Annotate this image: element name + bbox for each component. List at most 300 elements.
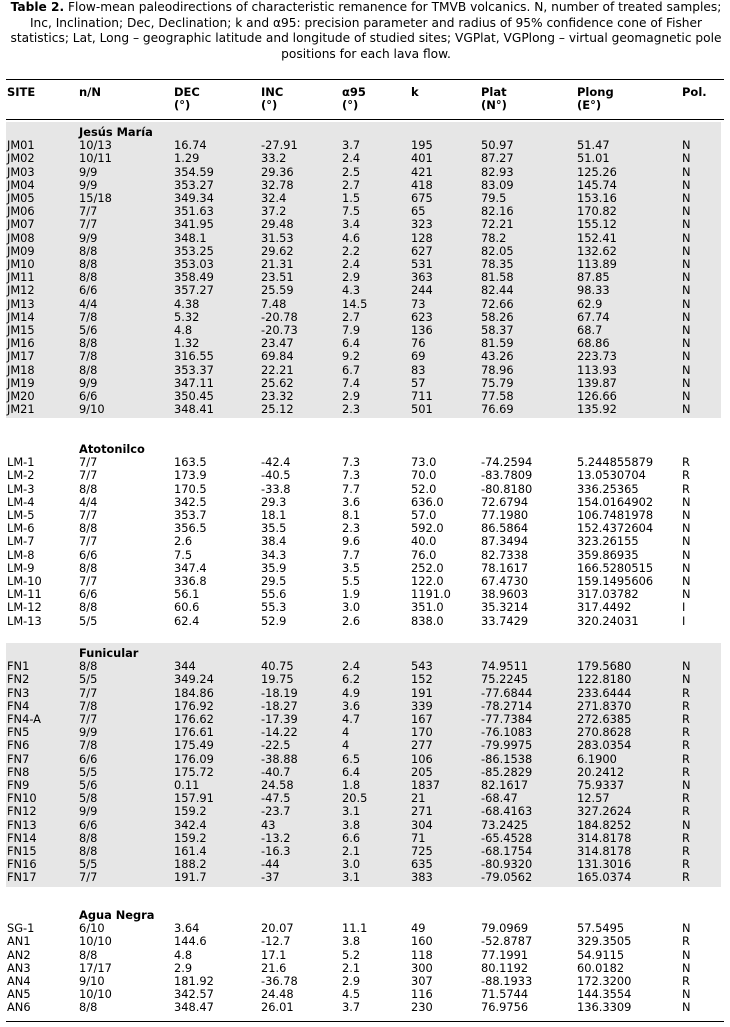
table-cell: FN12 — [7, 804, 37, 819]
table-cell: 342.57 — [174, 987, 214, 1002]
table-cell: JM10 — [7, 257, 35, 271]
table-cell: 49 — [411, 921, 426, 936]
table-cell: 9.2 — [342, 349, 361, 364]
table-cell: N — [682, 987, 691, 1002]
table-cell: R — [682, 738, 690, 753]
table-cell: 80.1192 — [481, 960, 529, 975]
table-row — [0, 469, 730, 482]
table-cell: 8/8 — [79, 362, 98, 377]
table-cell: 37.2 — [261, 204, 287, 219]
table-cell: 32.78 — [261, 177, 294, 192]
table-cell: R — [682, 481, 690, 496]
table-cell: 113.89 — [577, 257, 617, 271]
table-cell: 1.9 — [342, 587, 361, 602]
table-cell: 4/4 — [79, 296, 98, 311]
table-cell: R — [682, 934, 690, 949]
table-cell: 5/6 — [79, 778, 98, 792]
table-cell: 21.6 — [261, 960, 287, 975]
table-cell: 10/13 — [79, 138, 112, 153]
table-cell: 1.32 — [174, 336, 200, 351]
table-cell: -76.1083 — [481, 725, 533, 740]
table-row — [0, 832, 730, 845]
table-cell: 173.9 — [174, 468, 207, 483]
table-cell: 6/6 — [79, 817, 98, 832]
table-row — [0, 660, 730, 673]
table-row — [0, 456, 730, 469]
table-cell: 157.91 — [174, 791, 214, 806]
table-cell: 205 — [411, 764, 433, 779]
table-cell: 62.4 — [174, 613, 200, 628]
table-cell: 7.5 — [174, 547, 193, 562]
table-cell: 353.37 — [174, 362, 214, 377]
table-cell: 160 — [411, 934, 433, 949]
table-cell: 6.4 — [342, 764, 361, 779]
table-cell: 181.92 — [174, 974, 214, 988]
table-row — [0, 753, 730, 766]
table-cell: JM12 — [7, 283, 35, 298]
table-cell: N — [682, 204, 691, 219]
table-cell: 2.3 — [342, 521, 361, 536]
table-cell: LM-8 — [7, 547, 35, 562]
table-cell: N — [682, 151, 691, 166]
table-cell: 71 — [411, 830, 426, 845]
table-cell: 1837 — [411, 778, 440, 792]
column-header: Plat — [481, 85, 507, 99]
table-cell: 153.16 — [577, 191, 617, 205]
table-cell: 68.86 — [577, 336, 610, 351]
table-cell: 6.7 — [342, 362, 361, 377]
table-cell: 18.1 — [261, 508, 287, 522]
table-cell: -44 — [261, 857, 280, 872]
table-cell: 5/6 — [79, 323, 98, 337]
table-cell: 159.2 — [174, 830, 207, 845]
table-cell: 24.48 — [261, 987, 294, 1002]
table-cell: 176.61 — [174, 725, 214, 740]
table-cell: R — [682, 974, 690, 988]
table-cell: -77.7384 — [481, 712, 533, 726]
table-cell: R — [682, 870, 690, 885]
table-cell: -79.0562 — [481, 870, 533, 885]
table-cell: 26.01 — [261, 1000, 294, 1015]
table-cell: 106.7481978 — [577, 508, 654, 522]
table-cell: 314.8178 — [577, 844, 632, 858]
table-cell: 10/11 — [79, 151, 112, 166]
table-cell: 4/4 — [79, 494, 98, 509]
table-cell: 543 — [411, 659, 433, 674]
table-cell: -88.1933 — [481, 974, 533, 988]
table-cell: 4.7 — [342, 712, 361, 726]
table-row — [0, 218, 730, 231]
table-cell: JM14 — [7, 309, 35, 324]
table-cell: N — [682, 508, 691, 522]
table-cell: 327.2624 — [577, 804, 632, 819]
table-cell: 7/7 — [79, 468, 98, 483]
table-cell: 86.5864 — [481, 521, 529, 536]
table-cell: 113.93 — [577, 362, 617, 377]
table-cell: 76.0 — [411, 547, 437, 562]
table-row — [0, 922, 730, 935]
top-rule — [6, 79, 724, 80]
table-row — [0, 364, 730, 377]
table-cell: -68.47 — [481, 791, 518, 806]
table-row — [0, 871, 730, 884]
table-cell: 83.09 — [481, 177, 514, 192]
table-cell: -68.4163 — [481, 804, 533, 819]
table-cell: 51.01 — [577, 151, 610, 166]
table-cell: 43.26 — [481, 349, 514, 364]
table-cell: 122.0 — [411, 574, 444, 588]
table-cell: N — [682, 1000, 691, 1015]
table-cell: 6.1900 — [577, 751, 617, 766]
table-cell: 106 — [411, 751, 433, 766]
table-cell: 159.2 — [174, 804, 207, 819]
table-cell: 51.47 — [577, 138, 610, 153]
table-cell: 7/7 — [79, 534, 98, 549]
table-cell: 7/8 — [79, 349, 98, 364]
table-cell: 58.37 — [481, 323, 514, 337]
table-cell: 635 — [411, 857, 433, 872]
column-header: (E°) — [577, 98, 602, 112]
table-cell: 7/7 — [79, 217, 98, 232]
table-cell: 3.1 — [342, 870, 361, 885]
table-cell: 342.4 — [174, 817, 207, 832]
table-cell: 172.3200 — [577, 974, 632, 988]
table-cell: LM-2 — [7, 468, 35, 483]
table-cell: 78.35 — [481, 257, 514, 271]
table-cell: 4.38 — [174, 296, 200, 311]
table-cell: 383 — [411, 870, 433, 885]
table-row — [0, 988, 730, 1001]
table-cell: 125.26 — [577, 164, 617, 179]
table-cell: 354.59 — [174, 164, 214, 179]
table-cell: JM03 — [7, 164, 35, 179]
table-cell: 50.97 — [481, 138, 514, 153]
table-cell: 17/17 — [79, 960, 112, 975]
table-caption — [7, 0, 725, 62]
table-row — [0, 588, 730, 601]
column-header: SITE — [7, 85, 36, 99]
table-cell: JM19 — [7, 375, 35, 390]
table-cell: 33.2 — [261, 151, 287, 166]
table-cell: 131.3016 — [577, 857, 632, 872]
table-cell: 4.6 — [342, 230, 361, 245]
table-cell: AN3 — [7, 960, 31, 975]
table-cell: 7.3 — [342, 455, 361, 470]
table-cell: 79.5 — [481, 191, 507, 205]
table-cell: 8/8 — [79, 560, 98, 575]
table-cell: 136.3309 — [577, 1000, 632, 1015]
table-cell: 20.07 — [261, 921, 294, 936]
table-cell: 7.9 — [342, 323, 361, 337]
table-cell: 7/7 — [79, 455, 98, 470]
table-row — [0, 739, 730, 752]
table-cell: 7/8 — [79, 698, 98, 713]
table-cell: 13.0530704 — [577, 468, 646, 483]
table-cell: N — [682, 547, 691, 562]
table-cell: 152.4372604 — [577, 521, 654, 536]
table-cell: 38.9603 — [481, 587, 529, 602]
table-cell: 2.4 — [342, 257, 361, 271]
table-cell: N — [682, 587, 691, 602]
table-cell: 195 — [411, 138, 433, 153]
table-cell: 8/8 — [79, 336, 98, 351]
table-cell: 5.244855879 — [577, 455, 654, 470]
table-cell: N — [682, 960, 691, 975]
table-row — [0, 673, 730, 686]
table-cell: 77.1980 — [481, 508, 529, 522]
table-cell: 0.11 — [174, 778, 200, 792]
table-cell: 24.58 — [261, 778, 294, 792]
table-cell: 29.48 — [261, 217, 294, 232]
table-cell: 271 — [411, 804, 433, 819]
table-cell: N — [682, 574, 691, 588]
table-cell: 6/6 — [79, 283, 98, 298]
table-cell: JM05 — [7, 191, 35, 205]
table-cell: 55.3 — [261, 600, 287, 615]
table-cell: 7.5 — [342, 204, 361, 219]
table-cell: 128 — [411, 230, 433, 245]
group-title: Funicular — [79, 646, 139, 660]
table-row — [0, 192, 730, 205]
table-cell: -14.22 — [261, 725, 298, 740]
table-cell: 122.8180 — [577, 672, 632, 687]
table-cell: 23.47 — [261, 336, 294, 351]
table-row — [0, 496, 730, 509]
table-cell: 57.5495 — [577, 921, 625, 936]
table-cell: 31.53 — [261, 230, 294, 245]
table-cell: 711 — [411, 389, 433, 403]
table-cell: JM11 — [7, 270, 35, 285]
table-cell: 21.31 — [261, 257, 294, 271]
table-cell: FN4-A — [7, 712, 41, 726]
table-cell: 9/9 — [79, 725, 98, 740]
table-cell: -13.2 — [261, 830, 291, 845]
table-cell: 176.92 — [174, 698, 214, 713]
table-cell: 4.8 — [174, 947, 193, 962]
table-header — [0, 86, 730, 118]
table-cell: 58.26 — [481, 309, 514, 324]
table-cell: JM17 — [7, 349, 35, 364]
table-cell: 2.6 — [174, 534, 193, 549]
table-cell: 152.41 — [577, 230, 617, 245]
table-cell: 126.66 — [577, 389, 617, 403]
table-cell: 82.16 — [481, 204, 514, 219]
table-cell: -40.5 — [261, 468, 291, 483]
column-header: (°) — [342, 98, 359, 112]
table-cell: 7.7 — [342, 547, 361, 562]
table-cell: 6/6 — [79, 389, 98, 403]
table-cell: 636.0 — [411, 494, 444, 509]
table-cell: 166.5280515 — [577, 560, 654, 575]
table-cell: 1191.0 — [411, 587, 451, 602]
table-cell: 344 — [174, 659, 196, 674]
table-cell: 152 — [411, 672, 433, 687]
table-cell: N — [682, 521, 691, 536]
table-cell: 6.2 — [342, 672, 361, 687]
table-cell: 11.1 — [342, 921, 368, 936]
table-cell: 350.45 — [174, 389, 214, 403]
table-cell: 421 — [411, 164, 433, 179]
table-cell: 6.5 — [342, 751, 361, 766]
table-cell: 135.92 — [577, 402, 617, 417]
table-cell: 175.49 — [174, 738, 214, 753]
table-cell: JM02 — [7, 151, 35, 166]
table-cell: 8/8 — [79, 659, 98, 674]
caption-text: Flow-mean paleodirections of characteristic remanence for TMVB volcanics. N, number of treated samples; Inc, Inclination; Dec, Declination; k and α95: precision parameter and radius of 95% confidence cone of Fisher statistics; Lat, Long – geographic latitude and longitude of studied sites; VGPlat, VGPlong – virtual geomagnetic pole positions for each lava flow. — [10, 0, 722, 61]
table-cell: 252.0 — [411, 560, 444, 575]
table-cell: 9/9 — [79, 177, 98, 192]
table-cell: 20.2412 — [577, 764, 625, 779]
table-cell: FN10 — [7, 791, 37, 806]
table-cell: 2.2 — [342, 243, 361, 258]
table-cell: 2.1 — [342, 844, 361, 858]
table-cell: 3.7 — [342, 138, 361, 153]
table-cell: 1.5 — [342, 191, 361, 205]
table-row — [0, 766, 730, 779]
table-row — [0, 483, 730, 496]
table-cell: JM07 — [7, 217, 35, 232]
table-cell: FN15 — [7, 844, 37, 858]
table-cell: -42.4 — [261, 455, 291, 470]
table-cell: -18.27 — [261, 698, 298, 713]
table-cell: 33.7429 — [481, 613, 529, 628]
table-cell: FN2 — [7, 672, 30, 687]
table-cell: -74.2594 — [481, 455, 533, 470]
table-cell: 9/10 — [79, 402, 105, 417]
table-cell: 2.9 — [174, 960, 193, 975]
table-cell: 167 — [411, 712, 433, 726]
table-cell: N — [682, 349, 691, 364]
table-cell: 244 — [411, 283, 433, 298]
table-cell: SG-1 — [7, 921, 35, 936]
table-cell: 9/9 — [79, 804, 98, 819]
table-cell: R — [682, 804, 690, 819]
table-row — [0, 403, 730, 416]
table-cell: 60.6 — [174, 600, 200, 615]
table-cell: 23.51 — [261, 270, 294, 285]
table-cell: 75.2245 — [481, 672, 529, 687]
table-cell: LM-12 — [7, 600, 42, 615]
table-cell: 317.03782 — [577, 587, 639, 602]
table-cell: FN3 — [7, 685, 30, 700]
table-cell: 170 — [411, 725, 433, 740]
table-cell: 132.62 — [577, 243, 617, 258]
table-cell: 179.5680 — [577, 659, 632, 674]
bottom-rule — [6, 1021, 724, 1022]
table-cell: 81.58 — [481, 270, 514, 285]
table-cell: 351.63 — [174, 204, 214, 219]
table-cell: 176.62 — [174, 712, 214, 726]
table-cell: 6/6 — [79, 547, 98, 562]
table-row — [0, 245, 730, 258]
table-cell: LM-7 — [7, 534, 35, 549]
table-cell: 77.58 — [481, 389, 514, 403]
table-cell: 170.82 — [577, 204, 617, 219]
table-row — [0, 152, 730, 165]
table-cell: JM08 — [7, 230, 35, 245]
table-row — [0, 205, 730, 218]
table-cell: 161.4 — [174, 844, 207, 858]
table-row — [0, 962, 730, 975]
table-cell: N — [682, 659, 691, 674]
table-cell: 7.3 — [342, 468, 361, 483]
caption-label: Table 2. — [10, 0, 65, 14]
table-cell: 7/7 — [79, 204, 98, 219]
table-cell: 60.0182 — [577, 960, 625, 975]
table-cell: 627 — [411, 243, 433, 258]
table-cell: N — [682, 494, 691, 509]
table-cell: I — [682, 613, 686, 628]
table-cell: FN7 — [7, 751, 30, 766]
table-cell: N — [682, 138, 691, 153]
table-cell: 353.27 — [174, 177, 214, 192]
table-cell: JM20 — [7, 389, 35, 403]
table-cell: N — [682, 191, 691, 205]
table-cell: 7/7 — [79, 685, 98, 700]
table-cell: AN1 — [7, 934, 31, 949]
table-cell: 353.7 — [174, 508, 207, 522]
table-cell: 163.5 — [174, 455, 207, 470]
table-cell: 98.33 — [577, 283, 610, 298]
table-cell: 82.93 — [481, 164, 514, 179]
table-cell: 356.5 — [174, 521, 207, 536]
table-row — [0, 271, 730, 284]
table-cell: 176.09 — [174, 751, 214, 766]
table-cell: 69 — [411, 349, 426, 364]
table-cell: N — [682, 947, 691, 962]
table-cell: 7/8 — [79, 738, 98, 753]
table-cell: 283.0354 — [577, 738, 632, 753]
table-row — [0, 700, 730, 713]
table-cell: 118 — [411, 947, 433, 962]
table-cell: 401 — [411, 151, 433, 166]
table-cell: 329.3505 — [577, 934, 632, 949]
table-cell: 67.4730 — [481, 574, 529, 588]
table-cell: 1.29 — [174, 151, 200, 166]
table-cell: 304 — [411, 817, 433, 832]
table-cell: 56.1 — [174, 587, 200, 602]
table-cell: 72.66 — [481, 296, 514, 311]
table-row — [0, 601, 730, 614]
table-cell: 82.1617 — [481, 778, 529, 792]
table-cell: 9/10 — [79, 974, 105, 988]
table-cell: 9/9 — [79, 164, 98, 179]
table-cell: R — [682, 857, 690, 872]
table-cell: 2.5 — [342, 164, 361, 179]
table-cell: 5/8 — [79, 791, 98, 806]
table-row — [0, 284, 730, 297]
table-cell: -20.78 — [261, 309, 298, 324]
table-cell: 136 — [411, 323, 433, 337]
table-cell: 623 — [411, 309, 433, 324]
table-cell: 363 — [411, 270, 433, 285]
table-cell: LM-1 — [7, 455, 35, 470]
table-cell: 184.8252 — [577, 817, 632, 832]
table-cell: -20.73 — [261, 323, 298, 337]
table-row — [0, 1001, 730, 1014]
table-cell: 76.9756 — [481, 1000, 529, 1015]
table-cell: 40.75 — [261, 659, 294, 674]
table-row — [0, 298, 730, 311]
table-cell: JM18 — [7, 362, 35, 377]
table-cell: -77.6844 — [481, 685, 533, 700]
table-cell: 3.7 — [342, 1000, 361, 1015]
table-cell: N — [682, 177, 691, 192]
table-cell: 339 — [411, 698, 433, 713]
table-cell: N — [682, 362, 691, 377]
table-cell: 8/8 — [79, 600, 98, 615]
table-cell: FN6 — [7, 738, 30, 753]
